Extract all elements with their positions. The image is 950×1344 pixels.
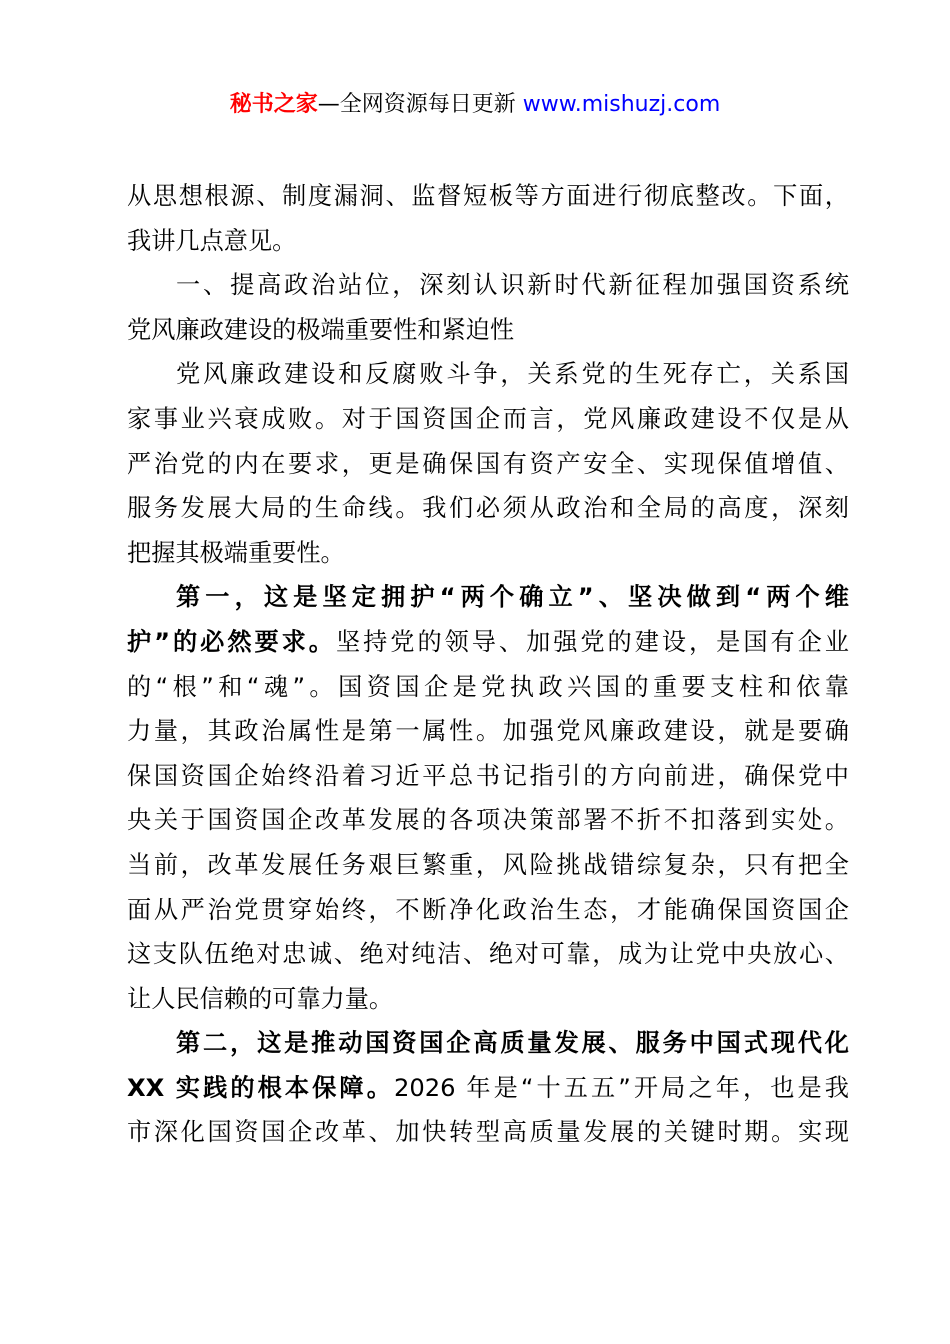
bold-point-heading: 第二，这是推动国资国企高质量发展、服务中国式现代化 xyxy=(176,1029,849,1058)
page-header xyxy=(0,88,950,122)
bold-point-heading: XX 实践的根本保障。 xyxy=(127,1073,394,1102)
header-url-link[interactable]: www.mishuzj.com xyxy=(522,92,721,117)
body-line: 从思想根源、制度漏洞、监督短板等方面进行彻底整改。下面， xyxy=(127,182,849,210)
document-body xyxy=(127,174,849,1155)
section-heading: 党风廉政建设的极端重要性和紧迫性 xyxy=(127,315,515,344)
body-line: 力量，其政治属性是第一属性。加强党风廉政建设，就是要确 xyxy=(127,717,849,746)
body-line xyxy=(127,620,849,665)
body-line: 的“根”和“魂”。国资国企是党执政兴国的重要支柱和依靠 xyxy=(127,672,849,701)
body-line: 面从严治党贯穿始终，不断净化政治生态，才能确保国资国企 xyxy=(127,895,849,924)
body-line: 这支队伍绝对忠诚、绝对纯洁、绝对可靠，成为让党中央放心、 xyxy=(127,940,849,969)
body-line: 市深化国资国企改革、加快转型高质量发展的关键时期。实现 xyxy=(127,1118,849,1147)
body-line: 家事业兴衰成败。对于国资国企而言，党风廉政建设不仅是从 xyxy=(127,404,849,433)
body-line: 让人民信赖的可靠力量。 xyxy=(127,984,394,1013)
body-line: 央关于国资国企改革发展的各项决策部署不折不扣落到实处。 xyxy=(127,806,849,835)
body-line: 保国资国企始终沿着习近平总书记指引的方向前进，确保党中 xyxy=(127,761,849,790)
body-line: 把握其极端重要性。 xyxy=(127,538,345,567)
bold-point-heading: 护”的必然要求。 xyxy=(127,627,336,656)
header-brand: 秘书之家 xyxy=(229,92,318,117)
bold-point-heading: 第一，这是坚定拥护“两个确立”、坚决做到“两个维 xyxy=(176,583,849,612)
header-tagline: —全网资源每日更新 xyxy=(317,92,523,117)
body-line: 当前，改革发展任务艰巨繁重，风险挑战错综复杂，只有把全 xyxy=(127,850,849,879)
body-line: 服务发展大局的生命线。我们必须从政治和全局的高度，深刻 xyxy=(127,494,849,523)
body-line-text: 2026 年是“十五五”开局之年，也是我 xyxy=(393,1073,849,1102)
body-line xyxy=(127,1066,849,1111)
body-line: 严治党的内在要求，更是确保国有资产安全、实现保值增值、 xyxy=(127,449,849,478)
body-line: 党风廉政建设和反腐败斗争，关系党的生死存亡，关系国 xyxy=(176,360,849,389)
body-line: 我讲几点意见。 xyxy=(127,226,297,255)
section-heading: 一、提高政治站位，深刻认识新时代新征程加强国资系统 xyxy=(176,271,849,300)
body-line-text: 坚持党的领导、加强党的建设，是国有企业 xyxy=(335,627,849,656)
